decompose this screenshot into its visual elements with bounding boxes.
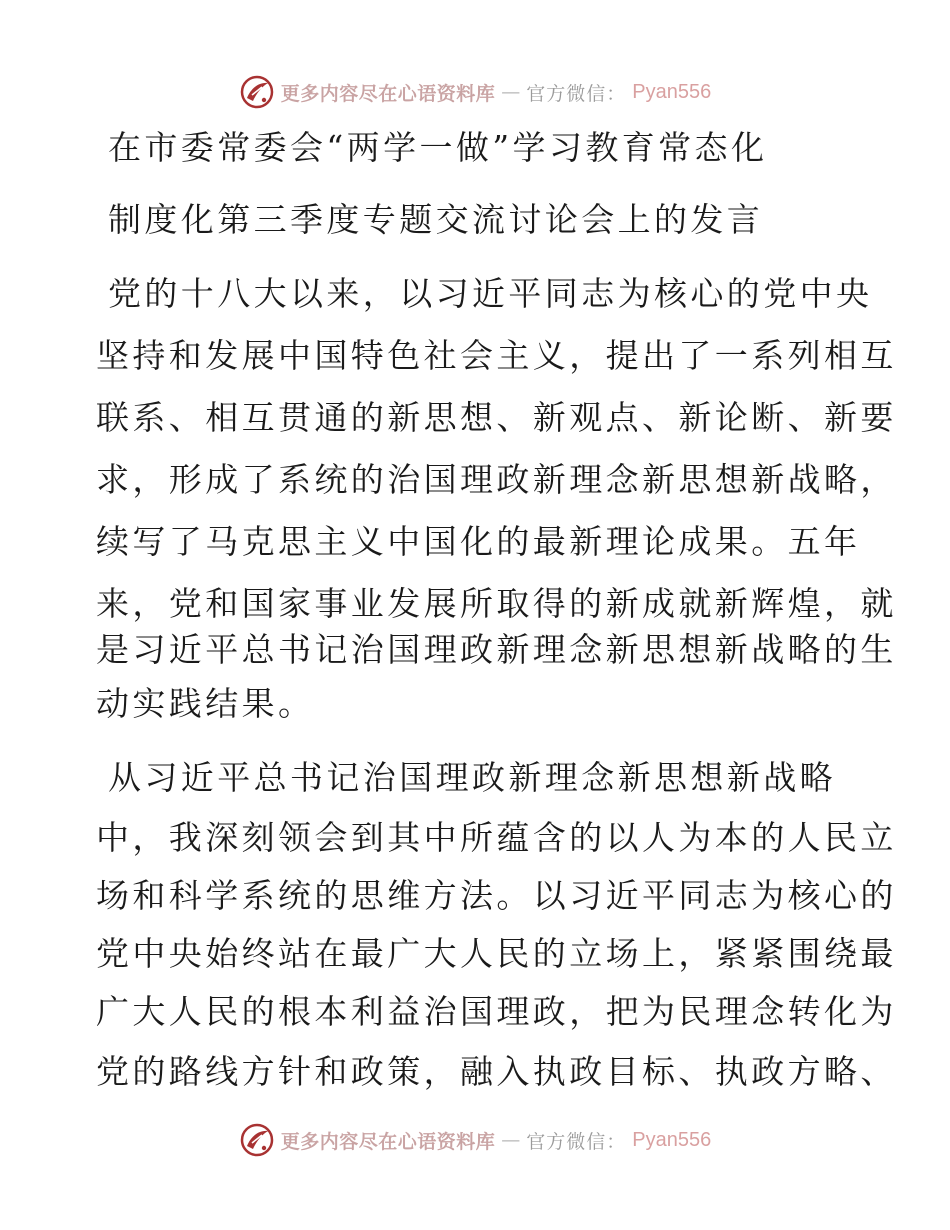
paragraph-line: 是习近平总书记治国理政新理念新思想新战略的生 <box>96 630 897 669</box>
watermark-official-label: 官方微信： <box>526 1130 627 1153</box>
paragraph-line: 求，形成了系统的治国理政新理念新思想新战略， <box>96 460 897 499</box>
paragraph-line: 党的十八大以来，以习近平同志为核心的党中央 <box>108 274 873 313</box>
watermark-header <box>0 72 950 112</box>
paragraph-line: 广大人民的根本利益治国理政，把为民理念转化为 <box>96 992 897 1031</box>
paragraph-line: 联系、相互贯通的新思想、新观点、新论断、新要 <box>96 398 897 437</box>
paragraph-line: 坚持和发展中国特色社会主义，提出了一系列相互 <box>96 336 897 375</box>
document-title-line-1: 在市委常委会“两学一做”学习教育常态化 <box>108 128 768 167</box>
paragraph-line: 从习近平总书记治国理政新理念新思想新战略 <box>108 758 836 797</box>
document-title-line-2: 制度化第三季度专题交流讨论会上的发言 <box>108 200 764 239</box>
watermark-footer <box>0 1120 950 1160</box>
paragraph-line: 场和科学系统的思维方法。以习近平同志为核心的 <box>96 876 897 915</box>
watermark-official-label: 官方微信： <box>526 82 627 105</box>
watermark-separator: — <box>501 81 521 103</box>
watermark-text: 更多内容尽在心语资料库 <box>280 82 496 105</box>
paragraph-line: 党中央始终站在最广大人民的立场上，紧紧围绕最 <box>96 934 897 973</box>
watermark-separator: — <box>501 1129 521 1151</box>
paragraph-line: 中，我深刻领会到其中所蕴含的以人为本的人民立 <box>96 818 897 857</box>
watermark-wechat-id: Pyan556 <box>632 80 712 103</box>
paragraph-line: 来，党和国家事业发展所取得的新成就新辉煌，就 <box>96 584 897 623</box>
watermark-wechat-id: Pyan556 <box>632 1128 712 1151</box>
brand-logo-icon <box>239 1122 275 1158</box>
watermark-text: 更多内容尽在心语资料库 <box>280 1130 496 1153</box>
paragraph-line: 动实践结果。 <box>96 684 315 723</box>
paragraph-line: 续写了马克思主义中国化的最新理论成果。五年 <box>96 522 861 561</box>
brand-logo-icon <box>239 74 275 110</box>
paragraph-line: 党的路线方针和政策，融入执政目标、执政方略、 <box>96 1052 897 1091</box>
